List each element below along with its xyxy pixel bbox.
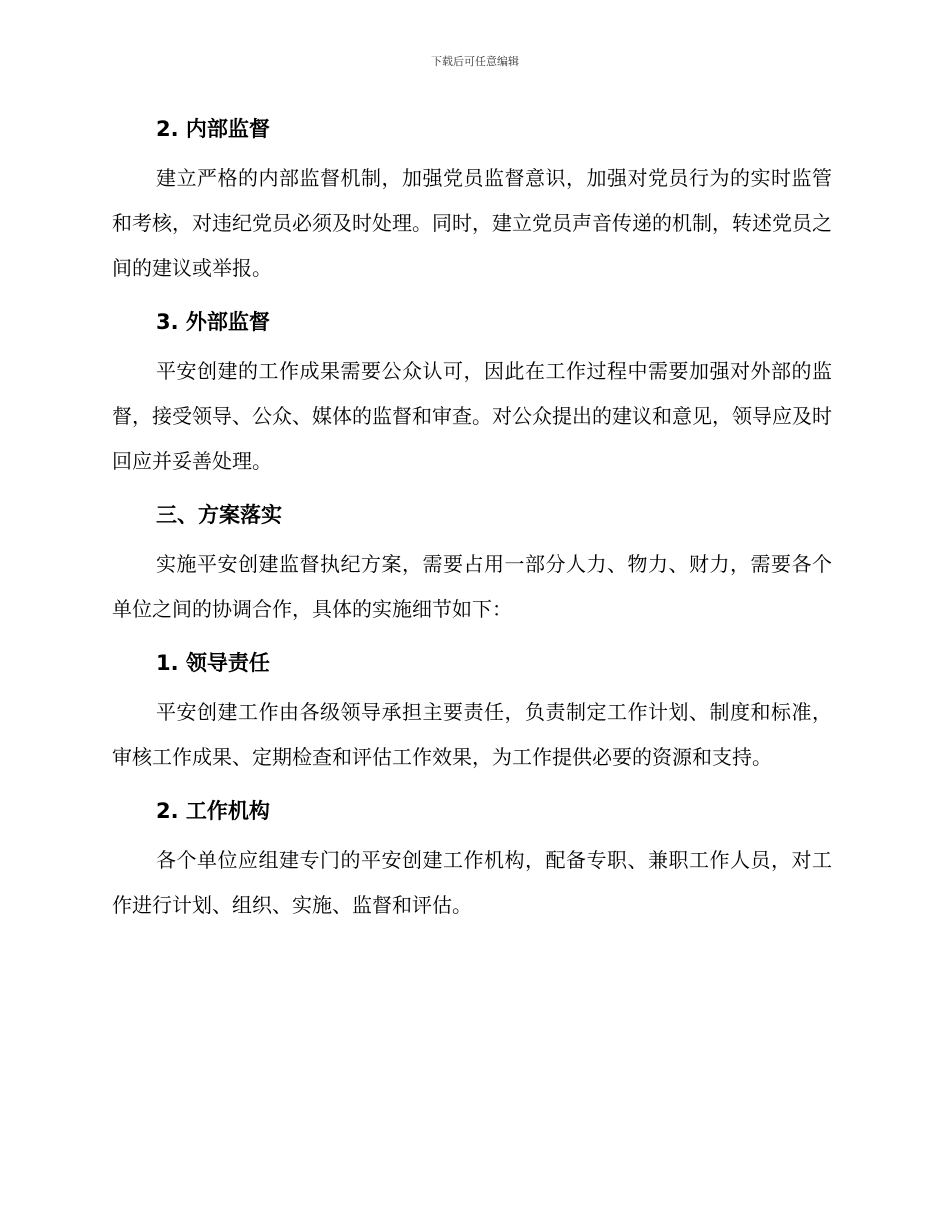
section-heading-plan-implementation: 三、方案落实: [156, 503, 282, 527]
section-heading-external-supervision: 3. 外部监督: [156, 310, 270, 334]
page-header: 下载后可任意编辑: [431, 55, 519, 68]
paragraph-plan-implementation: 实施平安创建监督执纪方案，需要占用一部分人力、物力、财力，需要各个单位之间的协调合作，具体的实施细节如下：: [112, 552, 832, 621]
section-heading-leadership-responsibility: 1. 领导责任: [156, 651, 270, 675]
paragraph-working-body: 各个单位应组建专门的平安创建工作机构，配备专职、兼职工作人员，对工作进行计划、组织、实施、监督和评估。: [112, 848, 832, 917]
paragraph-external-supervision: 平安创建的工作成果需要公众认可，因此在工作过程中需要加强对外部的监督，接受领导、公众、媒体的监督和审查。对公众提出的建议和意见，领导应及时回应并妥善处理。: [112, 359, 832, 473]
section-heading-internal-supervision: 2. 内部监督: [156, 117, 270, 141]
document-body: [112, 112, 832, 928]
paragraph-leadership-responsibility: 平安创建工作由各级领导承担主要责任，负责制定工作计划、制度和标准，审核工作成果、定期检查和评估工作效果，为工作提供必要的资源和支持。: [112, 700, 832, 769]
paragraph-internal-supervision: 建立严格的内部监督机制，加强党员监督意识，加强对党员行为的实时监管和考核，对违纪党员必须及时处理。同时，建立党员声音传递的机制，转述党员之间的建议或举报。: [112, 166, 832, 280]
section-heading-working-body: 2. 工作机构: [156, 799, 270, 823]
